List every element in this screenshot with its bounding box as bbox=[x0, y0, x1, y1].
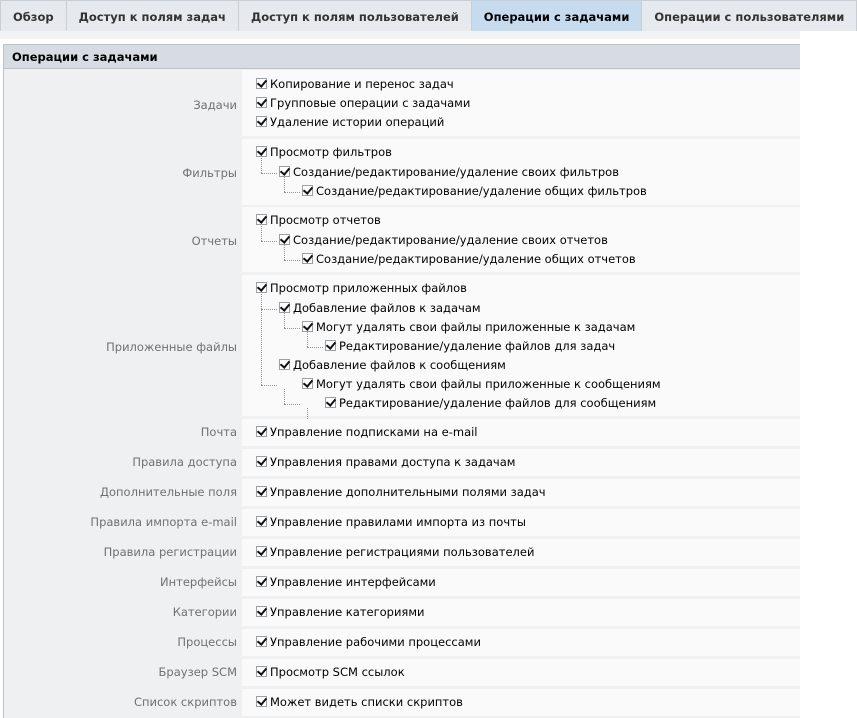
permission-item bbox=[256, 572, 436, 591]
permissions-cell bbox=[242, 207, 800, 272]
permission-item bbox=[302, 249, 636, 268]
permissions-cell bbox=[242, 569, 800, 596]
checkbox[interactable] bbox=[256, 282, 267, 293]
permission-label: Могут удалять свои файлы приложенные к сообщениям bbox=[316, 376, 661, 391]
tree-connector bbox=[261, 173, 277, 174]
permission-label: Управление дополнительными полями задач bbox=[270, 484, 546, 499]
permission-item bbox=[256, 512, 526, 531]
permission-item bbox=[256, 482, 546, 501]
permission-label: Просмотр фильтров bbox=[270, 144, 392, 159]
checkbox[interactable] bbox=[256, 214, 267, 225]
checkbox[interactable] bbox=[302, 321, 313, 332]
tree-connector bbox=[284, 192, 300, 193]
row-scm-browser bbox=[4, 659, 800, 686]
permission-item bbox=[279, 230, 608, 249]
task-operations-panel bbox=[3, 44, 800, 718]
permission-label: Управление регистрациями пользователей bbox=[270, 544, 535, 559]
checkbox[interactable] bbox=[256, 696, 267, 707]
checkbox[interactable] bbox=[256, 97, 267, 108]
permission-item bbox=[256, 452, 515, 471]
permission-label: Управление рабочими процессами bbox=[270, 634, 481, 649]
permission-item bbox=[256, 112, 444, 131]
permission-label: Групповые операции с задачами bbox=[270, 95, 471, 110]
row-scripts bbox=[4, 689, 800, 716]
row-label: Браузер SCM bbox=[158, 665, 237, 679]
checkbox[interactable] bbox=[256, 426, 267, 437]
permission-label: Управление категориями bbox=[270, 604, 425, 619]
permissions-cell bbox=[242, 449, 800, 476]
row-reports bbox=[4, 207, 800, 272]
row-filters bbox=[4, 139, 800, 205]
permission-item bbox=[279, 162, 619, 181]
row-label: Фильтры bbox=[182, 166, 237, 180]
permission-item bbox=[325, 393, 656, 412]
permission-label: Копирование и перенос задач bbox=[270, 76, 454, 91]
permission-label: Добавление файлов к задачам bbox=[293, 300, 481, 315]
row-workflows bbox=[4, 629, 800, 656]
permission-item bbox=[256, 74, 454, 93]
permission-label: Создание/редактирование/удаление своих фильтров bbox=[293, 164, 619, 179]
row-tasks bbox=[4, 70, 800, 136]
tab-overview[interactable]: Обзор bbox=[0, 0, 67, 31]
row-label: Отчеты bbox=[191, 234, 237, 248]
checkbox[interactable] bbox=[256, 456, 267, 467]
row-label: Правила импорта e-mail bbox=[90, 515, 237, 529]
tree-connector bbox=[284, 389, 285, 404]
permission-label: Добавление файлов к сообщениям bbox=[293, 357, 506, 372]
permissions-cell bbox=[242, 419, 800, 446]
tree-connector bbox=[284, 404, 300, 405]
permissions-cell bbox=[242, 629, 800, 656]
permission-item bbox=[279, 298, 481, 317]
row-mail bbox=[4, 419, 800, 446]
permission-label: Создание/редактирование/удаление своих отчетов bbox=[293, 232, 608, 247]
checkbox[interactable] bbox=[256, 78, 267, 89]
tree-connector bbox=[284, 328, 300, 329]
permission-label: Просмотр приложенных файлов bbox=[270, 280, 467, 295]
permission-item bbox=[256, 278, 467, 297]
tab-user-field-access[interactable]: Доступ к полям пользователей bbox=[239, 0, 472, 31]
row-label: Почта bbox=[200, 425, 237, 439]
permission-item bbox=[256, 142, 392, 161]
permissions-cell bbox=[242, 509, 800, 536]
checkbox[interactable] bbox=[302, 378, 313, 389]
permission-label: Создание/редактирование/удаление общих отчетов bbox=[316, 251, 636, 266]
permission-item bbox=[302, 317, 635, 336]
permission-label: Просмотр SCM ссылок bbox=[270, 664, 405, 679]
panel-title: Операции с задачами bbox=[4, 45, 800, 69]
row-label: Задачи bbox=[193, 98, 237, 112]
permission-label: Просмотр отчетов bbox=[270, 212, 381, 227]
checkbox[interactable] bbox=[256, 146, 267, 157]
tab-task-field-access[interactable]: Доступ к полям задач bbox=[67, 0, 239, 31]
checkbox[interactable] bbox=[256, 636, 267, 647]
permission-label: Управление правилами импорта из почты bbox=[270, 514, 526, 529]
permission-label: Могут удалять свои файлы приложенные к задачам bbox=[316, 319, 636, 334]
permissions-cell bbox=[242, 275, 800, 416]
permissions-cell bbox=[242, 539, 800, 566]
checkbox[interactable] bbox=[256, 486, 267, 497]
checkbox[interactable] bbox=[256, 576, 267, 587]
checkbox[interactable] bbox=[325, 397, 336, 408]
row-label: Правила доступа bbox=[132, 455, 237, 469]
permissions-cell bbox=[242, 659, 800, 686]
permission-item bbox=[256, 93, 470, 112]
tree-connector bbox=[261, 385, 277, 386]
row-label: Интерфейсы bbox=[160, 575, 237, 589]
permission-item bbox=[256, 602, 425, 621]
permissions-cell bbox=[242, 139, 800, 205]
permission-label: Создание/редактирование/удаление общих фильтров bbox=[316, 183, 647, 198]
permission-item bbox=[302, 374, 661, 393]
checkbox[interactable] bbox=[279, 359, 290, 370]
permission-label: Управления правами доступа к задачам bbox=[270, 454, 516, 469]
tree-connector bbox=[307, 347, 323, 348]
permission-label: Управление интерфейсами bbox=[270, 574, 436, 589]
tree-connector bbox=[261, 294, 262, 385]
permission-item bbox=[302, 181, 647, 200]
tree-connector bbox=[284, 260, 300, 261]
permission-item bbox=[256, 662, 405, 681]
checkbox[interactable] bbox=[256, 606, 267, 617]
permissions-cell bbox=[242, 599, 800, 626]
permission-item bbox=[256, 422, 478, 441]
permission-label: Удаление истории операций bbox=[270, 114, 445, 129]
tab-underline-strip bbox=[0, 31, 800, 39]
permission-item bbox=[256, 210, 381, 229]
checkbox[interactable] bbox=[302, 253, 313, 264]
tree-connector bbox=[261, 241, 277, 242]
permissions-cell bbox=[242, 70, 800, 136]
permission-item bbox=[279, 355, 506, 374]
row-label: Приложенные файлы bbox=[106, 340, 237, 354]
tab-task-operations[interactable]: Операции с задачами bbox=[472, 0, 643, 31]
permission-label: Редактирование/удаление файлов для задач bbox=[339, 338, 616, 353]
permissions-cell bbox=[242, 479, 800, 506]
checkbox[interactable] bbox=[256, 516, 267, 527]
row-custom-fields bbox=[4, 479, 800, 506]
permission-item bbox=[256, 632, 481, 651]
row-label: Дополнительные поля bbox=[100, 485, 237, 499]
row-label: Категории bbox=[172, 605, 237, 619]
row-access-rules bbox=[4, 449, 800, 476]
tab-bar bbox=[0, 0, 845, 31]
checkbox[interactable] bbox=[279, 234, 290, 245]
row-interfaces bbox=[4, 569, 800, 596]
permission-label: Редактирование/удаление файлов для сообщениям bbox=[339, 395, 657, 410]
checkbox[interactable] bbox=[256, 116, 267, 127]
permissions-cell bbox=[242, 689, 800, 716]
tab-user-operations[interactable]: Операции с пользователями bbox=[642, 0, 857, 31]
checkbox[interactable] bbox=[279, 166, 290, 177]
permission-label: Управление подписками на e-mail bbox=[270, 424, 478, 439]
checkbox[interactable] bbox=[302, 185, 313, 196]
checkbox[interactable] bbox=[256, 666, 267, 677]
permission-item bbox=[256, 542, 534, 561]
permission-item bbox=[256, 692, 463, 711]
tree-connector bbox=[261, 309, 277, 310]
row-email-import bbox=[4, 509, 800, 536]
row-categories bbox=[4, 599, 800, 626]
permission-label: Может видеть списки скриптов bbox=[270, 694, 463, 709]
permission-item bbox=[325, 336, 615, 355]
row-label: Процессы bbox=[177, 635, 237, 649]
checkbox[interactable] bbox=[256, 546, 267, 557]
row-attachments bbox=[4, 275, 800, 416]
checkbox[interactable] bbox=[279, 302, 290, 313]
checkbox[interactable] bbox=[325, 340, 336, 351]
row-label: Правила регистрации bbox=[103, 545, 237, 559]
row-registration bbox=[4, 539, 800, 566]
row-label: Список скриптов bbox=[133, 695, 237, 709]
